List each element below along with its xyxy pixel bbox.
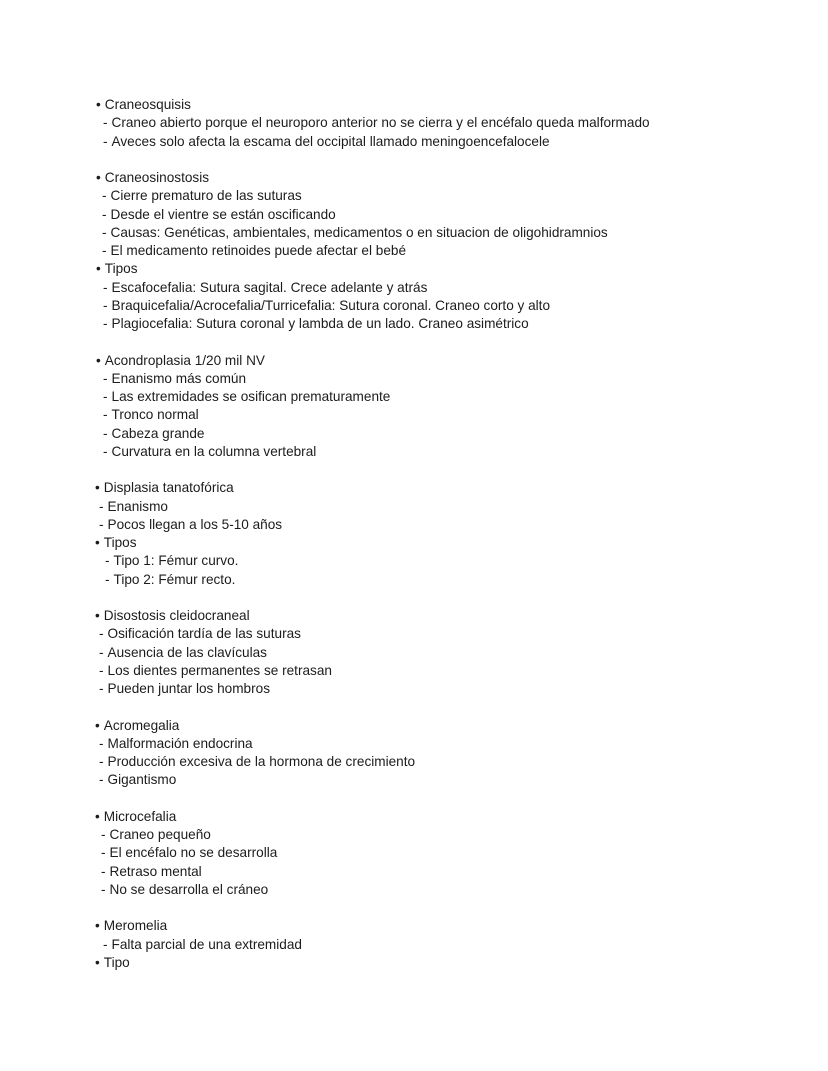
dash-marker-icon: - — [99, 516, 104, 532]
dash-marker-icon: - — [101, 863, 106, 879]
bullet-marker-icon: • — [95, 480, 100, 496]
dash-line-text: Malformación endocrina — [107, 735, 253, 751]
dash-line-text: Craneo abierto porque el neuroporo anterior no se cierra y el encéfalo queda malformado — [111, 115, 650, 131]
dash-line — [0, 552, 828, 570]
bullet-marker-icon: • — [96, 352, 101, 368]
dash-line — [0, 498, 828, 516]
dash-line-text: Falta parcial de una extremidad — [111, 936, 302, 952]
dash-marker-icon: - — [103, 316, 108, 331]
dash-marker-icon: - — [103, 443, 108, 459]
dash-line-text: Tipo 2: Fémur recto. — [113, 571, 236, 587]
dash-marker-icon: - — [103, 370, 108, 386]
bullet-line — [0, 954, 828, 972]
dash-marker-icon: - — [102, 188, 107, 204]
bullet-line — [0, 169, 828, 187]
dash-marker-icon: - — [99, 772, 104, 788]
dash-marker-icon: - — [102, 243, 107, 258]
blank-line — [0, 333, 828, 351]
dash-line — [0, 516, 828, 534]
dash-marker-icon: - — [103, 133, 108, 149]
dash-line-text: Craneo pequeño — [109, 827, 211, 842]
bullet-line-text: Meromelia — [103, 918, 168, 934]
bullet-line-text: Craneosquisis — [104, 97, 191, 112]
dash-line-text: Tronco normal — [111, 407, 199, 423]
dash-marker-icon: - — [99, 498, 104, 514]
dash-marker-icon: - — [103, 389, 108, 404]
bullet-line-text: Craneosinostosis — [104, 170, 210, 185]
bullet-marker-icon: • — [95, 608, 100, 623]
bullet-marker-icon: • — [96, 261, 101, 277]
dash-line — [0, 881, 828, 899]
dash-line — [0, 370, 828, 388]
dash-marker-icon: - — [103, 936, 108, 952]
dash-line — [0, 771, 828, 789]
blank-line — [0, 698, 828, 716]
bullet-line — [0, 352, 828, 370]
dash-marker-icon: - — [103, 425, 108, 441]
dash-marker-icon: - — [102, 224, 107, 240]
dash-line — [0, 863, 828, 881]
dash-line-text: Retraso mental — [109, 863, 202, 879]
dash-marker-icon: - — [99, 644, 104, 660]
dash-line-text: Aveces solo afecta la escama del occipital llamado meningoencefalocele — [111, 133, 550, 149]
dash-line-text: Pocos llegan a los 5-10 años — [107, 516, 283, 532]
dash-line — [0, 662, 828, 680]
dash-line — [0, 224, 828, 242]
dash-line-text: Cierre prematuro de las suturas — [110, 188, 302, 204]
dash-line-text: Ausencia de las clavículas — [107, 644, 267, 660]
dash-line — [0, 388, 828, 406]
dash-marker-icon: - — [101, 881, 106, 897]
bullet-line — [0, 260, 828, 278]
dash-marker-icon: - — [99, 754, 104, 769]
dash-line — [0, 406, 828, 424]
bullet-line-text: Microcefalia — [103, 808, 177, 824]
dash-marker-icon: - — [99, 626, 104, 642]
bullet-line-text: Tipos — [103, 535, 137, 550]
bullet-line — [0, 479, 828, 497]
dash-marker-icon: - — [105, 571, 110, 587]
bullet-line-text: Displasia tanatofórica — [103, 480, 234, 496]
dash-line-text: Curvatura en la columna vertebral — [111, 443, 317, 459]
bullet-marker-icon: • — [95, 717, 100, 733]
bullet-line — [0, 917, 828, 935]
document-body — [0, 96, 828, 972]
dash-marker-icon: - — [102, 206, 107, 222]
dash-line-text: Los dientes permanentes se retrasan — [107, 662, 332, 678]
dash-line-text: Las extremidades se osifican prematuramente — [111, 389, 391, 404]
dash-line — [0, 206, 828, 224]
dash-line-text: Braquicefalia/Acrocefalia/Turricefalia: Sutura coronal. Craneo corto y alto — [111, 297, 551, 313]
dash-line — [0, 114, 828, 132]
bullet-marker-icon: • — [96, 97, 101, 112]
dash-line-text: Causas: Genéticas, ambientales, medicamentos o en situacion de oligohidramnios — [110, 224, 608, 240]
dash-line-text: Escafocefalia: Sutura sagital. Crece adelante y atrás — [111, 279, 428, 295]
blank-line — [0, 461, 828, 479]
dash-line-text: Desde el vientre se están oscificando — [110, 206, 336, 222]
dash-line — [0, 844, 828, 862]
dash-line — [0, 625, 828, 643]
dash-line-text: El encéfalo no se desarrolla — [109, 845, 278, 861]
bullet-marker-icon: • — [95, 954, 100, 970]
bullet-line-text: Acromegalia — [103, 717, 180, 733]
bullet-line-text: Acondroplasia 1/20 mil NV — [104, 352, 265, 368]
dash-line-text: Cabeza grande — [111, 425, 205, 441]
bullet-line — [0, 534, 828, 552]
bullet-line — [0, 808, 828, 826]
dash-line — [0, 133, 828, 151]
dash-marker-icon: - — [101, 845, 106, 861]
dash-line-text: Enanismo más común — [111, 370, 247, 386]
bullet-marker-icon: • — [95, 808, 100, 824]
dash-line — [0, 826, 828, 844]
dash-line — [0, 680, 828, 698]
dash-line — [0, 242, 828, 260]
dash-line — [0, 571, 828, 589]
bullet-line-text: Disostosis cleidocraneal — [103, 608, 250, 623]
dash-line — [0, 187, 828, 205]
dash-line-text: Pueden juntar los hombros — [107, 681, 270, 696]
dash-marker-icon: - — [99, 662, 104, 678]
dash-marker-icon: - — [101, 827, 106, 842]
dash-line — [0, 936, 828, 954]
bullet-marker-icon: • — [95, 535, 100, 550]
bullet-line — [0, 607, 828, 625]
dash-marker-icon: - — [99, 735, 104, 751]
dash-line — [0, 279, 828, 297]
dash-line-text: Plagiocefalia: Sutura coronal y lambda de un lado. Craneo asimétrico — [111, 316, 529, 331]
dash-line — [0, 315, 828, 333]
dash-marker-icon: - — [105, 553, 110, 569]
bullet-marker-icon: • — [96, 170, 101, 185]
dash-line — [0, 753, 828, 771]
dash-line — [0, 443, 828, 461]
dash-line-text: Osificación tardía de las suturas — [107, 626, 301, 642]
dash-marker-icon: - — [103, 407, 108, 423]
blank-line — [0, 151, 828, 169]
dash-line-text: Enanismo — [107, 498, 168, 514]
dash-marker-icon: - — [99, 681, 104, 696]
blank-line — [0, 589, 828, 607]
dash-line-text: El medicamento retinoides puede afectar el bebé — [110, 243, 407, 258]
bullet-marker-icon: • — [95, 918, 100, 934]
dash-marker-icon: - — [103, 115, 108, 131]
blank-line — [0, 899, 828, 917]
bullet-line — [0, 96, 828, 114]
bullet-line-text: Tipos — [104, 261, 138, 277]
blank-line — [0, 790, 828, 808]
dash-line — [0, 425, 828, 443]
dash-line-text: Producción excesiva de la hormona de crecimiento — [107, 754, 416, 769]
dash-line-text: Gigantismo — [107, 772, 177, 788]
dash-marker-icon: - — [103, 279, 108, 295]
dash-marker-icon: - — [103, 297, 108, 313]
dash-line — [0, 735, 828, 753]
dash-line — [0, 644, 828, 662]
bullet-line-text: Tipo — [103, 954, 130, 970]
dash-line-text: No se desarrolla el cráneo — [109, 881, 269, 897]
dash-line-text: Tipo 1: Fémur curvo. — [113, 553, 239, 569]
bullet-line — [0, 717, 828, 735]
dash-line — [0, 297, 828, 315]
